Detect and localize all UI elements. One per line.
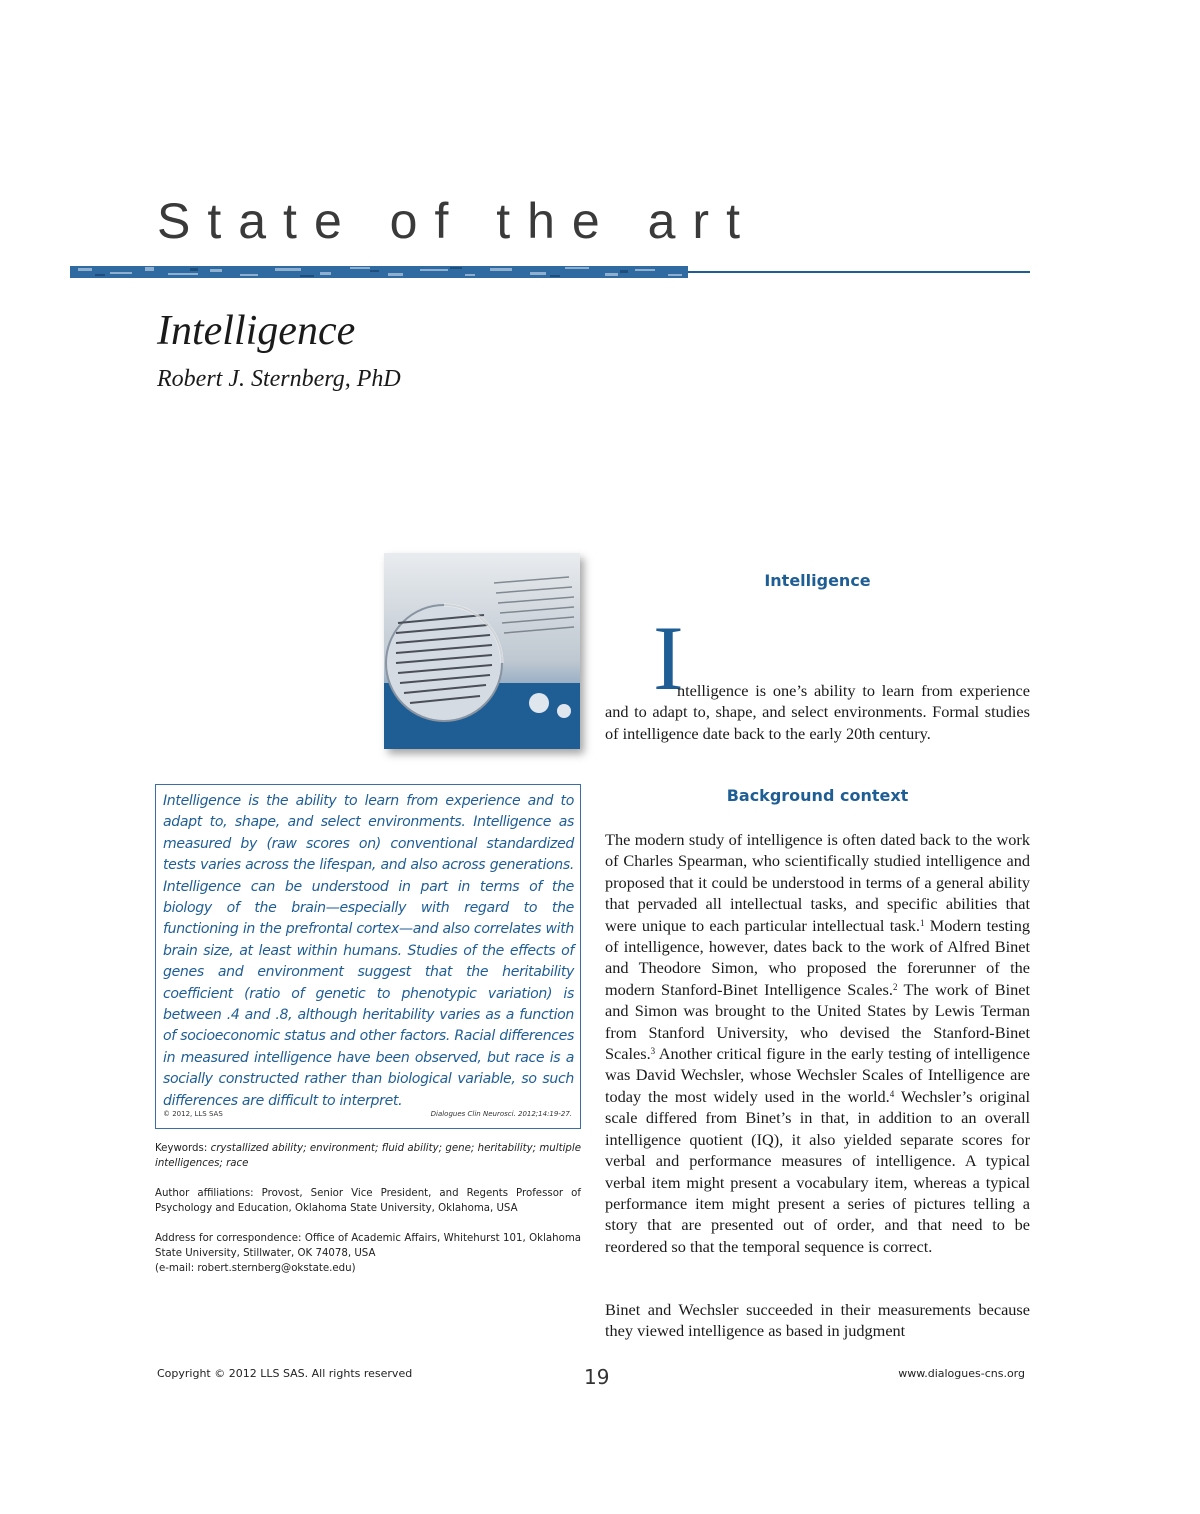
background-paragraph-1 bbox=[605, 829, 1030, 1257]
abstract-box bbox=[155, 784, 581, 1129]
reference-3[interactable]: 3 bbox=[650, 1046, 656, 1057]
affiliations-text: Provost, Senior Vice President, and Regents Professor of Psychology and Education, Oklahoma State University, Oklahoma, USA bbox=[155, 1188, 581, 1214]
keywords bbox=[155, 1141, 581, 1171]
header-rule bbox=[688, 271, 1030, 273]
background-text-b: Modern testing of intelligence, however, dates back to the work of Alfred Binet and Theodore Simon, who proposed the forerunner of the modern Stanford-Binet Intelligence Scales. bbox=[605, 915, 1030, 999]
correspondence-email[interactable]: (e-mail: robert.sternberg@okstate.edu) bbox=[155, 1263, 356, 1274]
keywords-text: crystallized ability; environment; fluid ability; gene; heritability; multiple intelligences; race bbox=[155, 1143, 581, 1169]
affiliations-label: Author affiliations: bbox=[155, 1188, 254, 1199]
header-texture-band bbox=[70, 266, 688, 278]
correspondence-label: Address for correspondence: bbox=[155, 1233, 302, 1244]
background-text-e: Wechsler’s original scale differed from Binet’s in that, in addition to an overall intelligence quotient (IQ), it also yielded separate scores for verbal and performance measures of intelligence. A typical verbal item might present a vocabulary item, whereas a typical performance item might present a series of pictures telling a story that are presented out of order, and that need to be reordered so that the temporal sequence is correct. bbox=[605, 1086, 1030, 1256]
background-text-a: The modern study of intelligence is often dated back to the work of Charles Spearman, who scientifically studied intelligence and proposed that it could be understood in terms of a general ability that pervaded all intellectual tasks, and specific abilities that were unique to each particular intellectual task. bbox=[605, 830, 1030, 935]
article-title: Intelligence bbox=[157, 308, 356, 354]
abstract-copyright: © 2012, LLS SAS bbox=[163, 1110, 223, 1118]
magnifier-illustration bbox=[384, 553, 580, 749]
keywords-label: Keywords: bbox=[155, 1143, 208, 1154]
reference-4[interactable]: 4 bbox=[889, 1088, 895, 1099]
abstract-footer bbox=[163, 1110, 572, 1121]
abstract-citation: Dialogues Clin Neurosci. 2012;14:19-27. bbox=[430, 1110, 572, 1118]
footer-copyright: Copyright © 2012 LLS SAS. All rights reserved bbox=[157, 1367, 413, 1380]
section-label: State of the art bbox=[157, 193, 757, 249]
section-heading-background: Background context bbox=[726, 786, 909, 805]
reference-2[interactable]: 2 bbox=[892, 981, 898, 992]
correspondence-text: Office of Academic Affairs, Whitehurst 101, Oklahoma State University, Stillwater, OK 74078, USA bbox=[155, 1233, 581, 1259]
drop-cap: I bbox=[653, 607, 684, 709]
footer-url[interactable]: www.dialogues-cns.org bbox=[898, 1367, 1025, 1380]
author-affiliations bbox=[155, 1186, 581, 1216]
section-heading-intelligence: Intelligence bbox=[764, 571, 871, 590]
intro-paragraph: ntelligence is one’s ability to learn from experience and to adapt to, shape, and select environments. Formal studies of intelligence date back to the early 20th century. bbox=[605, 681, 1030, 743]
background-paragraph-2: Binet and Wechsler succeeded in their measurements because they viewed intelligence as based in judgment bbox=[605, 1300, 1030, 1341]
reference-1[interactable]: 1 bbox=[920, 917, 925, 928]
abstract-text: Intelligence is the ability to learn from experience and to adapt to, shape, and select environments. Intelligence as measured by (raw scores on) conventional standardized tests varies across the lifespan, and also across generations. Intelligence can be understood in part in terms of the biology of the brain—especially with regard to the functioning in the prefrontal cortex—and also correlates with brain size, at least within humans. Studies of the effects of genes and environment suggest that the heritability coefficient (ratio of genetic to phenotypic variation) is between .4 and .8, although heritability varies as a function of socioeconomic status and other factors. Racial differences in measured intelligence have been observed, but race is a socially constructed rather than biological variable, so such differences are difficult to interpret. bbox=[163, 793, 574, 1109]
background-text-d: Another critical figure in the early testing of intelligence was David Wechsler, whose Wechsler Scales of Intelligence are today the most widely used in the world. bbox=[605, 1044, 1030, 1106]
article-author: Robert J. Sternberg, PhD bbox=[157, 366, 401, 392]
correspondence bbox=[155, 1231, 581, 1276]
background-text-c: The work of Binet and Simon was brought to the United States by Lewis Terman from Stanford University, who devised the Stanford-Binet Scales. bbox=[605, 979, 1030, 1064]
page-number: 19 bbox=[584, 1365, 610, 1389]
